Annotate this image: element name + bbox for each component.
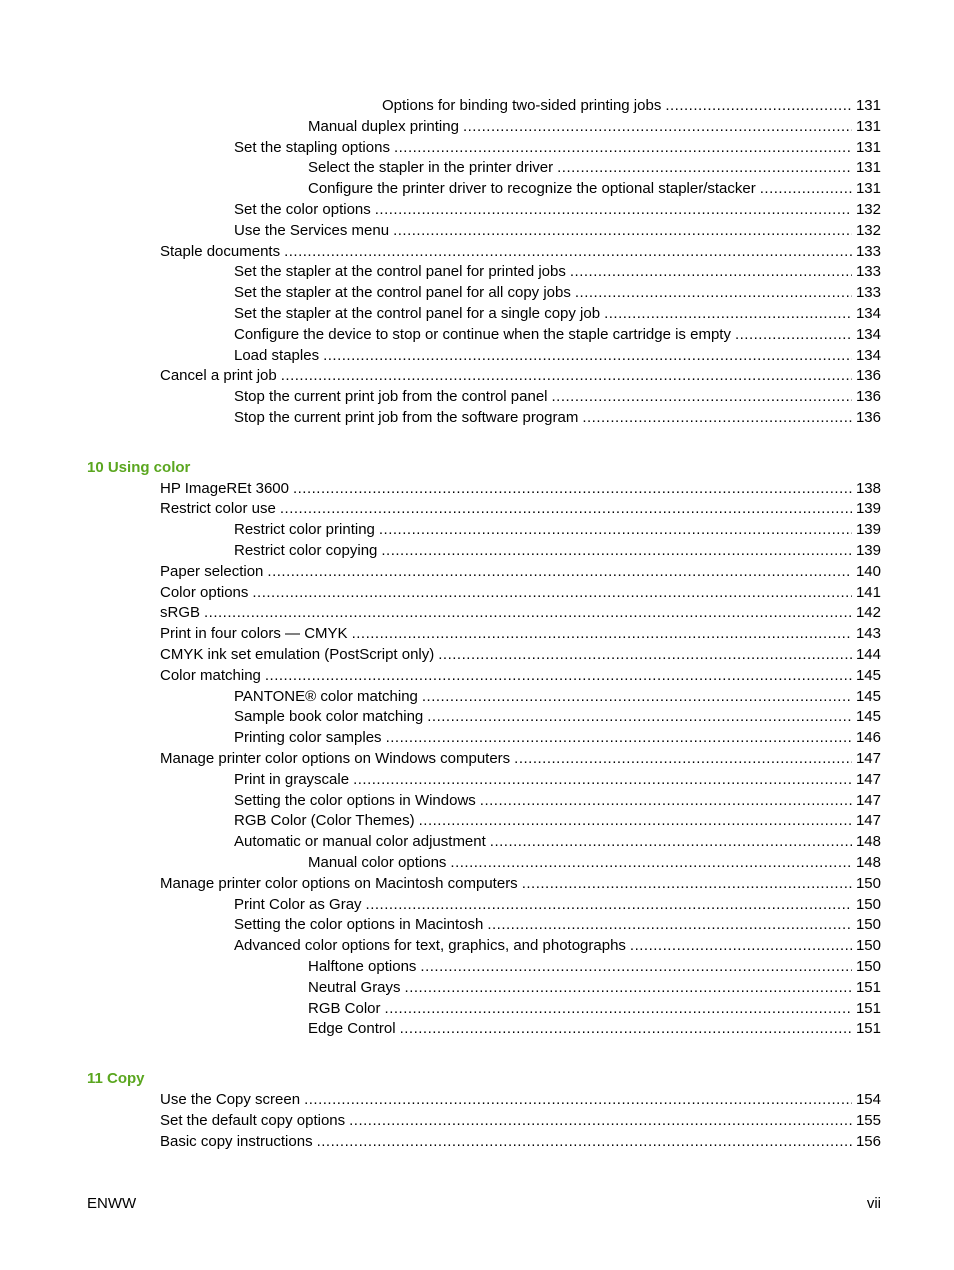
toc-entry-title: Neutral Grays <box>308 978 401 996</box>
toc-entry[interactable] <box>234 199 881 220</box>
toc-entry-page-number: 150 <box>855 958 881 975</box>
toc-entry-page-number: 133 <box>855 263 881 281</box>
dot-leader <box>304 1089 852 1110</box>
toc-entry-page-number: 134 <box>855 346 881 364</box>
toc-entry-page-number: 136 <box>855 367 881 385</box>
toc-entry-page-number: 131 <box>855 117 881 135</box>
toc-entry[interactable] <box>234 831 881 852</box>
toc-entry[interactable] <box>160 748 881 769</box>
toc-entry[interactable] <box>234 137 881 158</box>
toc-entry[interactable] <box>160 561 881 582</box>
dot-leader <box>293 478 852 499</box>
dot-leader <box>420 956 852 977</box>
toc-entry-page-number: 140 <box>855 562 881 580</box>
toc-entry[interactable] <box>234 727 881 748</box>
dot-leader <box>419 810 852 831</box>
dot-leader <box>252 582 852 603</box>
toc-entry-page-number: 134 <box>855 305 881 322</box>
toc-entry-title: Sample book color matching <box>234 708 424 726</box>
toc-entry[interactable] <box>234 540 881 561</box>
toc-entry-page-number: 154 <box>855 1091 881 1108</box>
toc-entry-title: Set the default copy options <box>160 1111 346 1129</box>
toc-entry-title: Restrict color copying <box>234 542 378 559</box>
toc-entry-page-number: 131 <box>855 159 881 177</box>
toc-entry-title: HP ImageREt 3600 <box>160 479 289 497</box>
toc-entry-title: Color matching <box>160 666 261 684</box>
chapter-heading[interactable]: 11 Copy <box>87 1070 145 1088</box>
toc-entry-title: Stop the current print job from the control panel <box>234 388 548 406</box>
toc-entry[interactable] <box>234 324 881 345</box>
toc-entry-title: CMYK ink set emulation (PostScript only) <box>160 646 435 663</box>
toc-entry-page-number: 148 <box>855 833 881 851</box>
toc-entry[interactable] <box>308 178 881 199</box>
dot-leader <box>379 519 852 540</box>
toc-entry[interactable] <box>160 602 881 623</box>
toc-entry-title: Set the color options <box>234 201 371 218</box>
toc-entry-title: Set the stapler at the control panel for all copy jobs <box>234 284 571 302</box>
toc-entry-title: Load staples <box>234 346 320 364</box>
toc-entry-title: Print in four colors — CMYK <box>160 625 348 643</box>
toc-entry-title: Paper selection <box>160 562 264 580</box>
toc-entry-page-number: 139 <box>855 521 881 539</box>
toc-entry-page-number: 145 <box>855 666 881 684</box>
toc-entry[interactable] <box>160 665 881 686</box>
toc-entry[interactable] <box>308 956 881 977</box>
dot-leader <box>552 386 852 407</box>
toc-entry-page-number: 145 <box>855 687 881 705</box>
dot-leader <box>463 116 852 137</box>
dot-leader <box>405 977 852 998</box>
dot-leader <box>385 998 852 1019</box>
dot-leader <box>735 324 852 345</box>
toc-entry-title: Set the stapler at the control panel for printed jobs <box>234 263 566 281</box>
toc-entry-page-number: 151 <box>855 1020 881 1038</box>
toc-entry[interactable] <box>382 95 881 116</box>
toc-entry-page-number: 156 <box>855 1132 881 1150</box>
toc-entry[interactable] <box>160 241 881 262</box>
toc-entry[interactable] <box>160 1131 881 1152</box>
toc-entry[interactable] <box>160 498 881 519</box>
toc-entry-page-number: 145 <box>855 708 881 726</box>
toc-entry[interactable] <box>308 852 881 873</box>
toc-entry-page-number: 146 <box>855 729 881 747</box>
toc-entry-page-number: 150 <box>855 916 881 934</box>
toc-entry-title: sRGB <box>160 604 201 622</box>
toc-entry[interactable] <box>234 790 881 811</box>
toc-entry-page-number: 147 <box>855 770 881 788</box>
dot-leader <box>438 644 852 665</box>
toc-entry[interactable] <box>160 623 881 644</box>
dot-leader <box>381 540 852 561</box>
dot-leader <box>366 894 852 915</box>
toc-entry-page-number: 143 <box>855 625 881 643</box>
toc-entry-title: Manage printer color options on Macintosh computers <box>160 874 518 892</box>
toc-entry-page-number: 131 <box>855 138 881 156</box>
toc-entry-page-number: 136 <box>855 409 881 426</box>
toc-entry-title: Advanced color options for text, graphics, and photographs <box>234 937 626 955</box>
toc-entry[interactable] <box>234 706 881 727</box>
dot-leader <box>352 623 852 644</box>
dot-leader <box>267 561 852 582</box>
toc-entry-title: Color options <box>160 583 249 601</box>
toc-entry-title: Cancel a print job <box>160 367 277 385</box>
dot-leader <box>760 178 852 199</box>
toc-entry-title: Manual color options <box>308 854 447 871</box>
dot-leader <box>514 748 852 769</box>
dot-leader <box>400 1018 852 1039</box>
toc-entry[interactable] <box>234 769 881 790</box>
dot-leader <box>353 769 852 790</box>
toc-entry[interactable] <box>308 1018 881 1039</box>
dot-leader <box>450 852 852 873</box>
dot-leader <box>284 241 852 262</box>
toc-entry-title: Setting the color options in Windows <box>234 791 476 809</box>
toc-entry[interactable] <box>160 1089 881 1110</box>
dot-leader <box>575 282 852 303</box>
dot-leader <box>375 199 852 220</box>
toc-entry[interactable] <box>160 644 881 665</box>
dot-leader <box>570 261 852 282</box>
toc-entry-title: Basic copy instructions <box>160 1132 313 1150</box>
toc-entry-page-number: 147 <box>855 812 881 830</box>
dot-leader <box>281 365 852 386</box>
toc-entry[interactable] <box>234 686 881 707</box>
toc-entry-title: Manual duplex printing <box>308 117 459 135</box>
toc-entry-page-number: 144 <box>855 646 881 663</box>
toc-entry-title: RGB Color (Color Themes) <box>234 812 415 830</box>
dot-leader <box>604 303 852 324</box>
dot-leader <box>630 935 852 956</box>
toc-entry-title: Print Color as Gray <box>234 895 362 913</box>
toc-entry-title: Configure the printer driver to recognize the optional stapler/stacker <box>308 180 756 198</box>
toc-entry-title: Halftone options <box>308 958 417 975</box>
toc-entry[interactable] <box>234 914 881 935</box>
toc-entry-page-number: 139 <box>855 500 881 518</box>
toc-entry-title: Restrict color printing <box>234 521 375 539</box>
dot-leader <box>582 407 852 428</box>
toc-entry[interactable] <box>234 407 881 428</box>
dot-leader <box>480 790 852 811</box>
toc-entry-title: Printing color samples <box>234 729 382 747</box>
toc-entry-page-number: 147 <box>855 791 881 809</box>
toc-entry-page-number: 150 <box>855 874 881 892</box>
chapter-heading[interactable]: 10 Using color <box>87 458 191 476</box>
dot-leader <box>204 602 852 623</box>
dot-leader <box>490 831 852 852</box>
toc-entry-page-number: 132 <box>855 221 881 239</box>
toc-entry[interactable] <box>234 519 881 540</box>
toc-entry-title: PANTONE® color matching <box>234 687 418 705</box>
dot-leader <box>265 665 852 686</box>
footer-left-label: ENWW <box>87 1195 137 1212</box>
dot-leader <box>487 914 852 935</box>
toc-entry-title: RGB Color <box>308 999 381 1017</box>
toc-entry[interactable] <box>234 261 881 282</box>
toc-entry-page-number: 151 <box>855 978 881 996</box>
toc-entry-title: Automatic or manual color adjustment <box>234 833 486 851</box>
toc-entry[interactable] <box>308 977 881 998</box>
toc-entry-page-number: 133 <box>855 242 881 260</box>
toc-entry-title: Setting the color options in Macintosh <box>234 916 484 934</box>
dot-leader <box>422 686 852 707</box>
toc-entry-page-number: 132 <box>855 201 881 218</box>
toc-entry-title: Use the Copy screen <box>160 1091 301 1108</box>
toc-entry[interactable] <box>234 220 881 241</box>
toc-entry-page-number: 133 <box>855 284 881 302</box>
toc-entry-title: Stop the current print job from the software program <box>234 409 579 426</box>
dot-leader <box>522 873 852 894</box>
toc-entry-page-number: 155 <box>855 1111 881 1129</box>
toc-entry-title: Print in grayscale <box>234 770 350 788</box>
toc-entry-title: Staple documents <box>160 242 281 260</box>
dot-leader <box>280 498 852 519</box>
toc-entry[interactable] <box>234 303 881 324</box>
toc-entry-page-number: 131 <box>855 180 881 198</box>
toc-entry-title: Select the stapler in the printer driver <box>308 159 554 177</box>
toc-entry[interactable] <box>234 386 881 407</box>
toc-entry-title: Manage printer color options on Windows computers <box>160 750 511 767</box>
toc-entry[interactable] <box>308 157 881 178</box>
dot-leader <box>349 1110 852 1131</box>
toc-entry-title: Set the stapler at the control panel for a single copy job <box>234 305 601 322</box>
toc-entry-title: Use the Services menu <box>234 221 390 239</box>
toc-entry-page-number: 150 <box>855 937 881 955</box>
dot-leader <box>665 95 852 116</box>
toc-entry-title: Edge Control <box>308 1020 396 1038</box>
toc-entry[interactable] <box>160 873 881 894</box>
toc-entry[interactable] <box>160 582 881 603</box>
toc-entry[interactable] <box>234 345 881 366</box>
footer-page-number: vii <box>866 1195 881 1212</box>
toc-entry-title: Options for binding two-sided printing jobs <box>382 97 662 114</box>
toc-entry-page-number: 134 <box>855 325 881 343</box>
dot-leader <box>557 157 852 178</box>
dot-leader <box>427 706 852 727</box>
toc-entry-page-number: 131 <box>855 97 881 114</box>
toc-entry[interactable] <box>308 116 881 137</box>
toc-entry-title: Set the stapling options <box>234 138 390 156</box>
toc-entry[interactable] <box>160 365 881 386</box>
dot-leader <box>323 345 852 366</box>
dot-leader <box>393 220 852 241</box>
toc-entry-title: Restrict color use <box>160 500 276 518</box>
toc-entry-title: Configure the device to stop or continue when the staple cartridge is empty <box>234 325 731 343</box>
toc-entry-page-number: 147 <box>855 750 881 767</box>
toc-entry[interactable] <box>234 282 881 303</box>
dot-leader <box>386 727 852 748</box>
dot-leader <box>317 1131 852 1152</box>
toc-entry-page-number: 151 <box>855 999 881 1017</box>
toc-entry[interactable] <box>234 894 881 915</box>
toc-entry-page-number: 139 <box>855 542 881 559</box>
toc-entry-page-number: 142 <box>855 604 881 622</box>
toc-entry-page-number: 148 <box>855 854 881 871</box>
toc-entry-page-number: 136 <box>855 388 881 406</box>
toc-entry[interactable] <box>308 998 881 1019</box>
toc-entry[interactable] <box>234 935 881 956</box>
dot-leader <box>394 137 852 158</box>
toc-entry[interactable] <box>234 810 881 831</box>
toc-entry-page-number: 150 <box>855 895 881 913</box>
toc-entry-page-number: 141 <box>855 583 881 601</box>
toc-entry[interactable] <box>160 1110 881 1131</box>
toc-entry[interactable] <box>160 478 881 499</box>
toc-entry-page-number: 138 <box>855 479 881 497</box>
